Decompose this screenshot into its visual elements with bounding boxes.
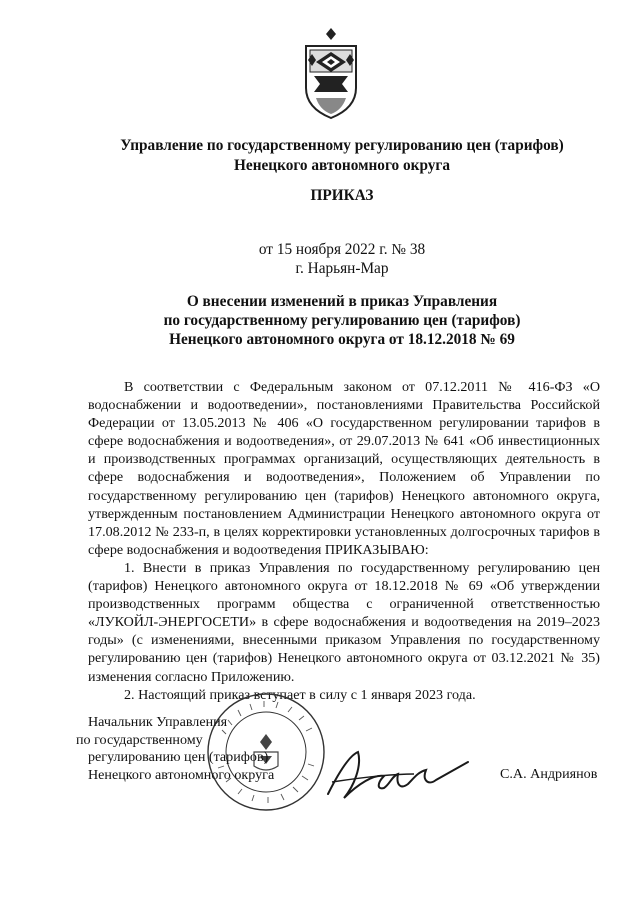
- subject-line-3: Ненецкого автономного округа от 18.12.2018 № 69: [169, 331, 515, 348]
- place-line: г. Нарьян-Мар: [295, 260, 389, 277]
- body-paragraph-3: 2. Настоящий приказ вступает в силу с 1 января 2023 года.: [124, 686, 476, 703]
- date-line: от 15 ноября 2022 г. № 38: [258, 241, 426, 258]
- signatory-title-line-2: по государственному: [76, 731, 203, 748]
- signature-block: [76, 714, 275, 784]
- subject-line-1: О внесении изменений в приказ Управления: [186, 293, 498, 310]
- body-paragraph-2: 1. Внести в приказ Управления по государственному регулированию цен (тарифов) Ненецкого автономного округа от 18.12.2018 № 69 «Об утверждении производственных программ общества с ограниченной ответственностью «ЛУКОЙЛ-ЭНЕРГОСЕТИ» в сфере водоснабжения и водоотведения на 2019–2023 годы» (с изменениями, внесенными приказом Управления по государственному регулированию цен (тарифов) Ненецкого автономного округа от 03.12.2021 № 35) изменения согласно Приложению.: [88, 559, 600, 685]
- organization-name: [60, 136, 624, 176]
- subject-line-2: по государственному регулированию цен (тарифов): [163, 312, 521, 329]
- signer-name: С.А. Андриянов: [500, 766, 598, 782]
- org-line-1: Управление по государственному регулированию цен (тарифов): [120, 137, 564, 154]
- document-type: ПРИКАЗ: [310, 187, 374, 204]
- signatory-title-line-1: Начальник Управления: [88, 714, 228, 730]
- body-paragraph-1: В соответствии с Федеральным законом от 07.12.2011 № 416-ФЗ «О водоснабжении и водоотведении», постановлениями Правительства Российской Федерации от 13.05.2013 № 406 «О государственном регулировании тарифов в сфере водоснабжения и водоотведения», от 29.07.2013 № 641 «Об инвестиционных и производственных программах организаций, осуществляющих деятельность в сфере водоснабжения и водоотведения», Положением об Управлении по государственному регулированию цен (тарифов) Ненецкого автономного округа, утвержденным постановлением Администрации Ненецкого автономного округа от 17.08.2012 № 233-п, в целях корректировки установленных долгосрочных тарифов в сфере водоснабжения и водоотведения ПРИКАЗЫВАЮ:: [88, 379, 600, 558]
- coat-of-arms-emblem: [302, 26, 360, 120]
- document-body: [88, 378, 600, 704]
- signatory-title-line-3: регулированию цен (тарифов): [88, 749, 269, 766]
- org-line-2: Ненецкого автономного округа: [234, 157, 450, 174]
- document-meta: [60, 240, 624, 278]
- document-subject: [60, 292, 624, 349]
- signatory-title-line-4: Ненецкого автономного округа: [88, 766, 275, 783]
- handwritten-signature: [318, 738, 478, 808]
